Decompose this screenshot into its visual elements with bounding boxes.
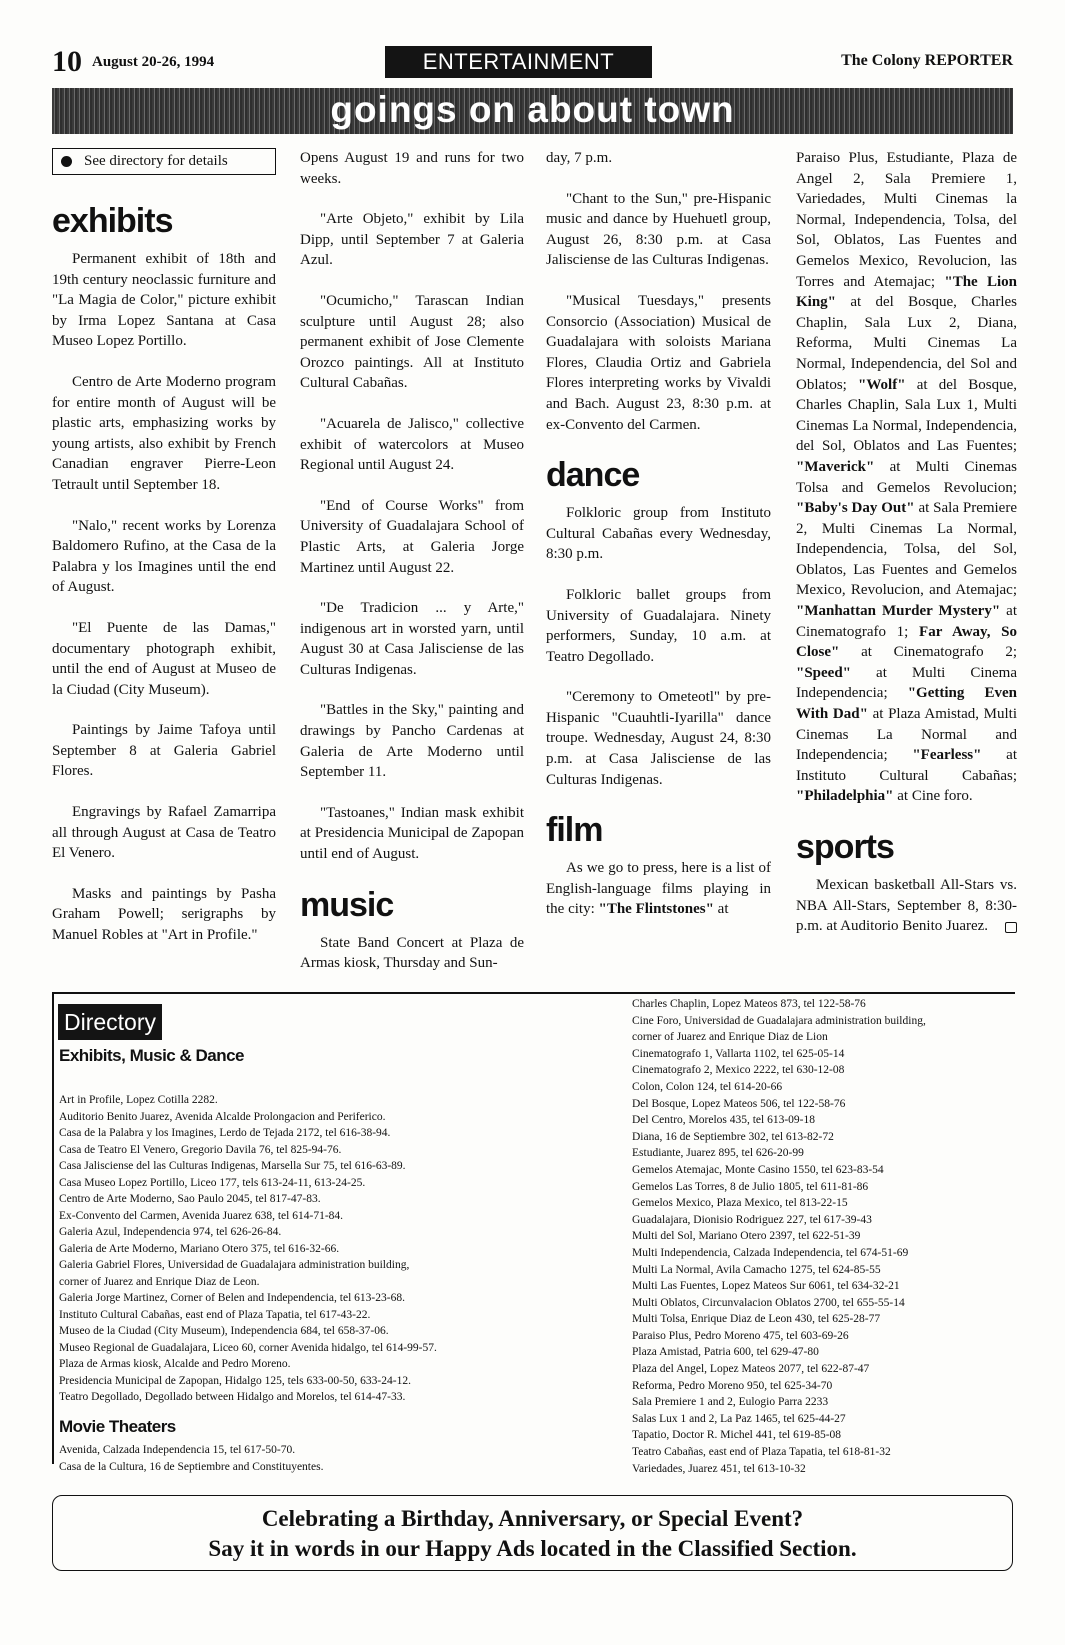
paragraph: "Battles in the Sky," painting and drawings by Pancho Cardenas at Galeria de Arte Moderno until September 11. bbox=[300, 702, 524, 781]
directory-entry: Multi Independencia, Calzada Independencia, tel 674-51-69 bbox=[632, 1246, 909, 1259]
directory-entry: Plaza del Angel, Lopez Mateos 2077, tel 622-87-47 bbox=[632, 1363, 870, 1376]
film-text: at Multi Cinemas Tolsa and Gemelos Revolucion; bbox=[796, 458, 1017, 496]
paragraph: Opens August 19 and runs for two weeks. bbox=[300, 150, 524, 187]
directory-entry: Multi Las Fuentes, Lopez Mateos Sur 6061, tel 634-32-21 bbox=[632, 1280, 900, 1293]
film-title: "Wolf" bbox=[858, 376, 906, 393]
directory-entry: Guadalajara, Dionisio Rodriguez 227, tel 617-39-43 bbox=[632, 1213, 872, 1226]
directory-entry: Cine Foro, Universidad de Guadalajara administration building, bbox=[632, 1014, 926, 1027]
heading-exhibits: exhibits bbox=[52, 202, 173, 240]
film-title: "Fearless" bbox=[912, 747, 982, 764]
directory-entry: Estudiante, Juarez 895, tel 626-20-99 bbox=[632, 1147, 804, 1160]
see-directory-text: See directory for details bbox=[84, 153, 228, 169]
directory-entry: Casa de la Cultura, 16 de Septiembre and Constituyentes. bbox=[59, 1460, 324, 1473]
directory-entry: Galeria Gabriel Flores, Universidad de Guadalajara administration building, bbox=[59, 1259, 410, 1271]
directory-entry: Casa Jalisciense del las Culturas Indigenas, Marsella Sur 75, tel 616-63-89. bbox=[59, 1160, 406, 1172]
paragraph: Engravings by Rafael Zamarripa all through August at Casa de Teatro El Venero. bbox=[52, 804, 276, 862]
directory-entry: Cinematografo 1, Vallarta 1102, tel 625-05-14 bbox=[632, 1047, 845, 1060]
directory-entry: Paraiso Plus, Pedro Moreno 475, tel 603-69-26 bbox=[632, 1329, 849, 1342]
film-title: "Getting Even With Dad" bbox=[796, 685, 1017, 723]
directory-entry: Auditorio Benito Juarez, Avenida Alcalde Prolongacion and Periferico. bbox=[59, 1110, 386, 1123]
directory-entry: corner of Juarez and Enrique Diaz de Lion bbox=[632, 1031, 828, 1044]
paragraph: Folkloric ballet groups from University of Guadalajara. Ninety performers, Sunday, 10 a.m. at Teatro Degollado. bbox=[546, 586, 771, 665]
directory-entry: Ex-Convento del Carmen, Avenida Juarez 638, tel 614-71-84. bbox=[59, 1209, 344, 1222]
directory-entry: Galeria Jorge Martinez, Corner of Belen and Independencia, tel 613-23-68. bbox=[59, 1292, 405, 1304]
movie-theaters-list bbox=[59, 1442, 323, 1475]
heading-film: film bbox=[546, 811, 603, 850]
paragraph: Paintings by Jaime Tafoya until September 8 at Galeria Gabriel Flores. bbox=[52, 722, 276, 780]
directory-entry: Instituto Cultural Cabañas, east end of Plaza Tapatia, tel 617-43-22. bbox=[59, 1308, 371, 1321]
page-number: 10 bbox=[52, 45, 82, 78]
directory-entry: Avenida, Calzada Independencia 15, tel 617-50-70. bbox=[59, 1444, 296, 1456]
film-text: Paraiso Plus, Estudiante, Plaza de Angel 2, Sala Premiere 1, Variedades, Multi Cinemas la Normal, Independencia, Tolsa, del Sol, Oblatos, Las Fuentes and Gemelos Mexico, Revolucion, las Torres and Atemajac; bbox=[796, 150, 1017, 290]
film-text: at Multi Cinema Independencia; bbox=[796, 664, 1017, 702]
film-text: at del Bosque, Charles Chaplin, Sala Lux 2, Diana, Reforma, Multi Cinemas La Normal, Independencia, del Sol and Oblatos; bbox=[796, 294, 1017, 393]
movie-theaters-heading: Movie Theaters bbox=[59, 1417, 176, 1436]
paragraph bbox=[546, 858, 771, 920]
film-title: "Manhattan Murder Mystery" bbox=[796, 603, 1001, 620]
directory-entry: Reforma, Pedro Moreno 950, tel 625-34-70 bbox=[632, 1379, 833, 1392]
directory-entry: Plaza de Armas kiosk, Alcalde and Pedro Moreno. bbox=[59, 1358, 291, 1370]
heading-dance: dance bbox=[546, 456, 640, 495]
directory bbox=[52, 992, 1015, 1475]
sports-text: Mexican basketball All-Stars vs. NBA All-Stars, September 8, 8:30- p.m. at Auditorio Benito Juarez. bbox=[796, 877, 1017, 935]
paragraph: "Nalo," recent works by Lorenza Baldomero Rufino, at the Casa de la Palabra y los Imagines until the end of August. bbox=[52, 517, 276, 596]
film-title: "Philadelphia" bbox=[796, 788, 894, 805]
directory-entry: Art in Profile, Lopez Cotilla 2282. bbox=[59, 1094, 218, 1106]
directory-venues bbox=[59, 1092, 639, 1406]
paragraph: "Ocumicho," Tarascan Indian sculpture until August 28; also permanent exhibit of Jose Clemente Orozco paintings. All at Instituto Cultural Cabañas. bbox=[300, 292, 524, 392]
directory-entry: Colon, Colon 124, tel 614-20-66 bbox=[632, 1080, 783, 1093]
end-mark-icon bbox=[1005, 922, 1017, 933]
directory-entry: Del Centro, Morelos 435, tel 613-09-18 bbox=[632, 1114, 816, 1127]
paragraph: Folkloric group from Instituto Cultural Cabañas every Wednesday, 8:30 p.m. bbox=[546, 505, 771, 563]
directory-entry: Gemelos Las Torres, 8 de Julio 1805, tel 611-81-86 bbox=[632, 1180, 869, 1193]
directory-entry: Multi La Normal, Avila Camacho 1275, tel 624-85-55 bbox=[632, 1263, 881, 1276]
paragraph: "Ceremony to Ometeotl" by pre-Hispanic "Cuauhtli-Iyarilla" dance troupe. Wednesday, August 24, 8:30 p.m. at Casa Jalisciense de las Culturas Indigenas. bbox=[546, 689, 771, 788]
directory-entry: Sala Premiere 1 and 2, Eulogio Parra 2233 bbox=[632, 1396, 829, 1409]
directory-entry: Casa Museo Lopez Portillo, Liceo 177, tels 613-24-11, 613-24-25. bbox=[59, 1176, 366, 1189]
directory-entry: Gemelos Atemajac, Monte Casino 1550, tel 623-83-54 bbox=[632, 1163, 884, 1176]
film-listing bbox=[796, 148, 1017, 807]
directory-entry: Teatro Degollado, Degollado between Hidalgo and Morelos, tel 614-47-33. bbox=[59, 1391, 406, 1403]
film-title: "The Flintstones" bbox=[598, 901, 714, 918]
directory-entry: Cinematografo 2, Mexico 2222, tel 630-12-08 bbox=[632, 1064, 845, 1077]
directory-entry: Plaza Amistad, Patria 600, tel 629-47-80 bbox=[632, 1346, 819, 1359]
paragraph: "El Puente de las Damas," documentary photograph exhibit, until the end of August at Museo de la Ciudad (City Museum). bbox=[52, 619, 276, 698]
film-text: at Plaza Amistad, Multi Cinemas La Normal and Independencia; bbox=[796, 706, 1017, 764]
paragraph: "Arte Objeto," exhibit by Lila Dipp, until September 7 at Galeria Azul. bbox=[300, 211, 524, 269]
paragraph: "Musical Tuesdays," presents Consorcio (Association) Musical de Guadalajara with soloists Mariana Flores, Claudia Ortiz and Gabriela Flores interpreting works by Vivaldi and Bach. August 23, 8:30 p.m. at ex-Convento del Carmen. bbox=[546, 292, 771, 433]
directory-entry: Del Bosque, Lopez Mateos 506, tel 122-58-76 bbox=[632, 1097, 846, 1110]
directory-entry: Tapatio, Doctor R. Michel 441, tel 619-85-08 bbox=[632, 1429, 842, 1442]
paragraph: "Acuarela de Jalisco," collective exhibit of watercolors at Museo Regional until August 24. bbox=[300, 415, 524, 474]
film-title: Far Away, So Close" bbox=[796, 623, 1017, 661]
column-1 bbox=[52, 148, 276, 966]
directory-subtitle: Exhibits, Music & Dance bbox=[59, 1046, 244, 1065]
film-title: "Maverick" bbox=[796, 458, 875, 475]
directory-entry: Multi Tolsa, Enrique Diaz de Leon 430, tel 625-28-77 bbox=[632, 1313, 881, 1326]
paragraph: "Chant to the Sun," pre-Hispanic music and dance by Huehuetl group, August 26, 8:30 p.m. at Casa Jalisciense de las Culturas Indigenas. bbox=[546, 190, 771, 269]
paragraph: day, 7 p.m. bbox=[546, 150, 613, 166]
paragraph: Masks and paintings by Pasha Graham Powell; serigraphs by Manuel Robles at "Art in Profile." bbox=[52, 885, 276, 944]
paragraph: "De Tradicion ... y Arte," indigenous art in worsted yarn, until August 30 at Casa Jalisciense de las Culturas Indigenas. bbox=[300, 600, 524, 678]
film-title: "Baby's Day Out" bbox=[796, 500, 915, 517]
happy-ads-box bbox=[52, 1495, 1013, 1571]
paragraph: "End of Course Works" from University of Guadalajara School of Plastic Arts, at Galeria Jorge Martinez until August 22. bbox=[300, 497, 524, 576]
banner bbox=[52, 88, 1013, 134]
paper-name: The Colony REPORTER bbox=[841, 52, 1013, 69]
directory-entry: Salas Lux 1 and 2, La Paz 1465, tel 625-44-27 bbox=[632, 1412, 846, 1425]
directory-entry: Casa de Teatro El Venero, Gregorio Davila 76, tel 825-94-76. bbox=[59, 1143, 342, 1156]
directory-entry: Casa de la Palabra y los Imagines, Lerdo de Tejada 2172, tel 616-38-94. bbox=[59, 1127, 391, 1139]
paragraph: "Tastoanes," Indian mask exhibit at Presidencia Municipal de Zapopan until end of August. bbox=[300, 804, 524, 863]
film-text: at Cinematografo 1; bbox=[796, 603, 1017, 640]
film-text: at Cinematografo 2; bbox=[839, 644, 1017, 661]
directory-entry: Gemelos Mexico, Plaza Mexico, tel 813-22-15 bbox=[632, 1197, 848, 1210]
film-title: "The Lion King" bbox=[796, 273, 1017, 311]
film-text: at bbox=[713, 901, 729, 918]
directory-entry: Multi Oblatos, Circunvalacion Oblatos 2700, tel 655-55-14 bbox=[632, 1296, 905, 1309]
directory-entry: Charles Chaplin, Lopez Mateos 873, tel 122-58-76 bbox=[632, 998, 866, 1010]
paragraph: Centro de Arte Moderno program for entire month of August will be plastic arts, emphasizing works by young artists, also exhibit by French Canadian engraver Pierre-Leon Tetrault until September 18. bbox=[52, 373, 276, 493]
banner-title: goings on about town bbox=[330, 89, 735, 130]
paragraph: Permanent exhibit of 18th and 19th century neoclassic furniture and "La Magia de Color," picture exhibit by Irma Lopez Santana at Casa Museo Lopez Portillo. bbox=[52, 251, 276, 350]
directory-entry: Centro de Arte Moderno, Sao Paulo 2045, tel 817-47-83. bbox=[59, 1193, 321, 1205]
column-3 bbox=[546, 148, 771, 940]
directory-entry: Diana, 16 de Septiembre 302, tel 613-82-72 bbox=[632, 1130, 834, 1143]
happy-ads-line-2: Say it in words in our Happy Ads located in the Classified Section. bbox=[208, 1536, 857, 1561]
heading-sports: sports bbox=[796, 828, 894, 866]
directory-entry: Presidencia Municipal de Zapopan, Hidalgo 125, tels 633-00-50, 633-24-12. bbox=[59, 1374, 411, 1387]
film-title: "Speed" bbox=[796, 664, 851, 681]
issue-date: August 20-26, 1994 bbox=[92, 54, 215, 70]
directory-entry: Teatro Cabañas, east end of Plaza Tapatia, tel 618-81-32 bbox=[632, 1446, 891, 1459]
see-directory-box bbox=[52, 148, 276, 175]
film-text: at Instituto Cultural Cabañas; bbox=[796, 747, 1017, 784]
directory-entry: corner of Juarez and Enrique Diaz de Leon. bbox=[59, 1275, 260, 1288]
paragraph: State Band Concert at Plaza de Armas kiosk, Thursday and Sun- bbox=[300, 934, 524, 972]
film-text: at del Bosque, Charles Chaplin, Sala Lux 1, Multi Cinemas La Normal, Independencia, del Sol, Oblatos and Las Fuentes; bbox=[796, 376, 1017, 455]
happy-ads-line-1: Celebrating a Birthday, Anniversary, or Special Event? bbox=[261, 1506, 804, 1531]
directory-title: Directory bbox=[58, 1004, 162, 1040]
column-4 bbox=[796, 148, 1017, 957]
directory-entry: Galeria Azul, Independencia 974, tel 626-26-84. bbox=[59, 1226, 282, 1238]
directory-entry: Multi del Sol, Mariano Otero 2397, tel 622-51-39 bbox=[632, 1230, 861, 1243]
film-intro: As we go to press, here is a list of English-language films playing in the city: bbox=[546, 860, 771, 918]
movie-theaters-continued bbox=[632, 996, 1027, 1477]
film-text: at Sala Premiere 2, Multi Cinemas La Normal, Independencia, Tolsa, del Sol, Oblatos, Las Fuentes and Gemelos Mexico, Revolucion, and Atemajac; bbox=[796, 500, 1017, 599]
directory-entry: Museo Regional de Guadalajara, Liceo 60, corner Avenida hidalgo, tel 614-99-57. bbox=[59, 1341, 437, 1354]
column-2 bbox=[300, 148, 524, 994]
film-text: at Cine foro. bbox=[893, 788, 973, 805]
section-label: ENTERTAINMENT bbox=[385, 46, 652, 78]
directory-entry: Variedades, Juarez 451, tel 613-10-32 bbox=[632, 1462, 806, 1475]
directory-entry: Galeria de Arte Moderno, Mariano Otero 375, tel 616-32-66. bbox=[59, 1242, 340, 1255]
heading-music: music bbox=[300, 885, 394, 924]
paragraph bbox=[796, 875, 1017, 937]
directory-entry: Museo de la Ciudad (City Museum), Independencia 684, tel 658-37-06. bbox=[59, 1325, 389, 1337]
bullet-icon bbox=[61, 156, 72, 167]
